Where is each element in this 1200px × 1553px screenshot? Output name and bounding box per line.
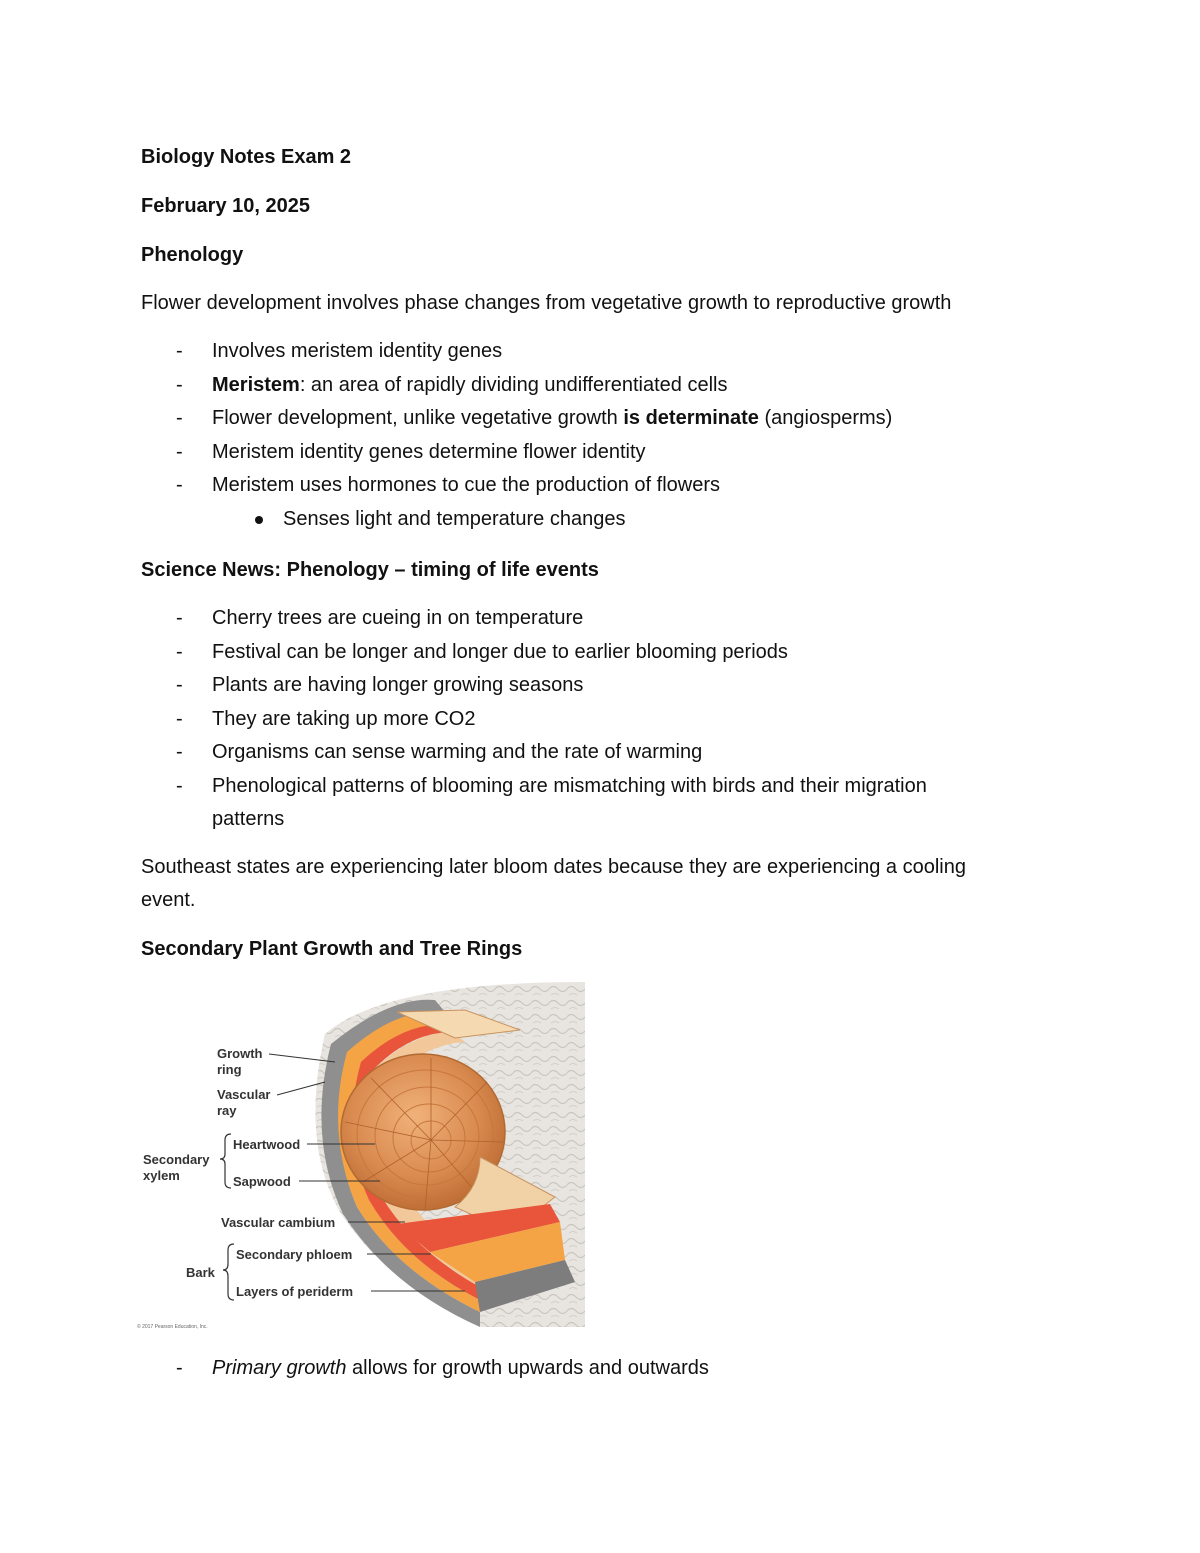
- tree-trunk-illustration: [135, 982, 590, 1332]
- secondary-xylem-brace: [220, 1134, 231, 1188]
- list-item: - Festival can be longer and longer due to earlier blooming periods: [176, 640, 788, 663]
- sub-bullet-list: [212, 503, 625, 536]
- tree-trunk-diagram: [135, 982, 590, 1332]
- label-vascular-cambium: Vascular cambium: [221, 1215, 336, 1230]
- label-periderm: Layers of periderm: [236, 1284, 354, 1299]
- science-news-bullet-list: [141, 602, 1061, 837]
- list-item: - Meristem identity genes determine flower identity: [176, 440, 646, 463]
- label-secondary-xylem-1: Secondary: [143, 1152, 210, 1167]
- list-item: - Phenological patterns of blooming are mismatching with birds and their migration patterns: [176, 774, 927, 830]
- section-heading-phenology: Phenology: [141, 244, 244, 266]
- document-date: February 10, 2025: [141, 195, 310, 217]
- list-item: - Involves meristem identity genes: [176, 340, 503, 362]
- label-growth-ring-1: Growth: [217, 1046, 263, 1061]
- section-heading-science-news: Science News: Phenology – timing of life events: [141, 559, 599, 581]
- label-vascular-ray-1: Vascular: [217, 1087, 271, 1102]
- label-secondary-xylem-2: xylem: [143, 1168, 180, 1183]
- list-item: - Plants are having longer growing seasons: [176, 674, 584, 696]
- term-primary-growth: Primary growth: [212, 1357, 347, 1379]
- term-meristem: Meristem: [212, 373, 300, 396]
- bark-brace: [223, 1244, 234, 1300]
- list-item: - Cherry trees are cueing in on temperature: [176, 607, 584, 629]
- section-heading-secondary-growth: Secondary Plant Growth and Tree Rings: [141, 938, 523, 960]
- label-growth-ring-2: ring: [217, 1062, 242, 1077]
- term-determinate: is determinate: [623, 407, 759, 429]
- list-item: - Organisms can sense warming and the rate of warming: [176, 741, 703, 763]
- list-item: - Meristem uses hormones to cue the production of flowers: [176, 474, 721, 496]
- label-sapwood: Sapwood: [233, 1174, 291, 1189]
- list-item: - Primary growth allows for growth upwards and outwards: [176, 1357, 709, 1379]
- label-heartwood: Heartwood: [233, 1137, 301, 1152]
- southeast-paragraph: Southeast states are experiencing later bloom dates because they are experiencing a cooling event.: [141, 856, 966, 911]
- label-secondary-phloem: Secondary phloem: [236, 1247, 353, 1262]
- document-title: Biology Notes Exam 2: [141, 146, 352, 168]
- secondary-growth-bullet-list: [141, 1352, 1061, 1386]
- list-item: - They are taking up more CO2: [176, 707, 476, 730]
- intro-paragraph: Flower development involves phase changes from vegetative growth to reproductive growth: [141, 292, 952, 314]
- label-bark: Bark: [186, 1265, 215, 1280]
- bullet-dot-icon: [255, 516, 263, 524]
- phenology-bullet-list: [141, 335, 1061, 503]
- sub-list-item: Senses light and temperature changes: [212, 503, 625, 536]
- label-vascular-ray-2: ray: [217, 1103, 237, 1118]
- list-item: - Flower development, unlike vegetative growth is determinate (angiosperms): [176, 407, 893, 429]
- list-item: - Meristem: an area of rapidly dividing undifferentiated cells: [176, 373, 728, 396]
- figure-copyright: © 2017 Pearson Education, Inc.: [137, 1324, 208, 1330]
